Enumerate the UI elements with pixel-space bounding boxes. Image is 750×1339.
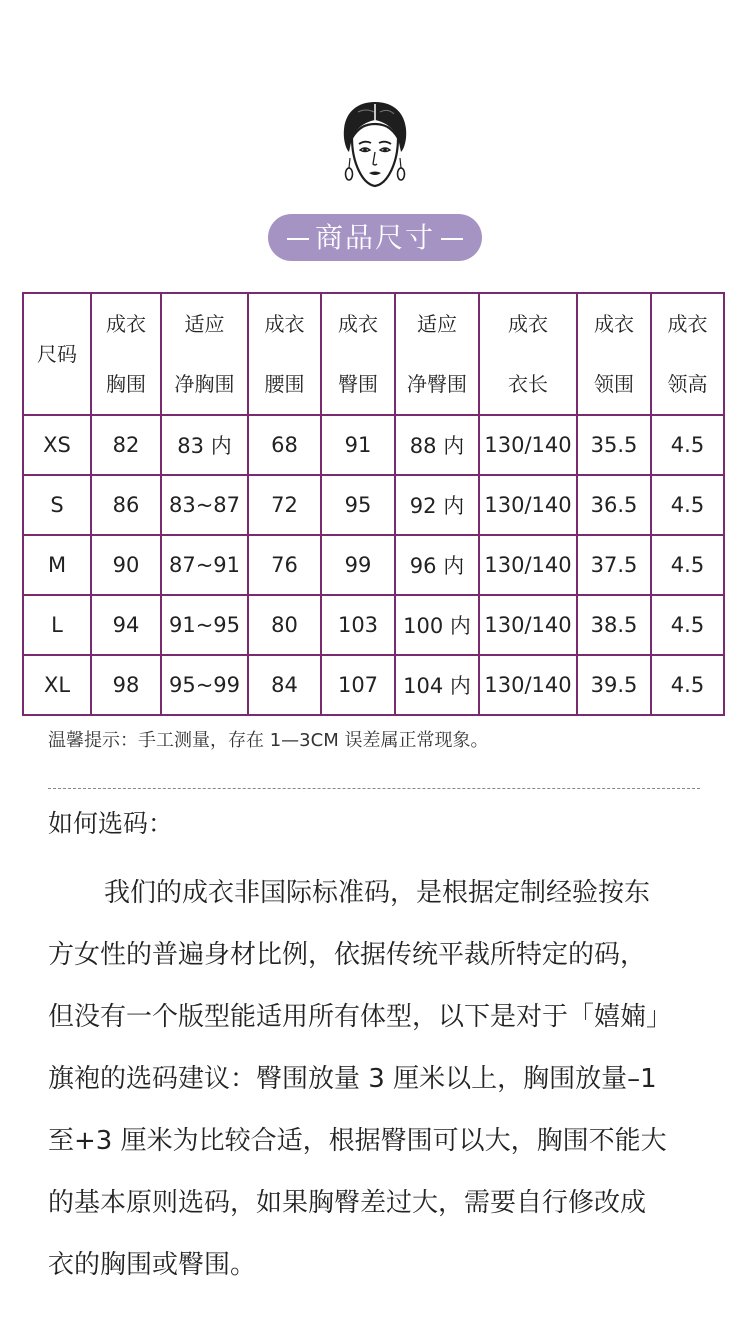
table-row <box>23 475 724 535</box>
header-label-line1: 成衣 <box>508 312 548 336</box>
table-cell: 98 <box>91 655 161 715</box>
paragraph-line: 我们的成衣非国际标准码，是根据定制经验按东 <box>104 878 651 908</box>
size-table <box>22 292 725 716</box>
header-label-line2: 领高 <box>667 372 708 396</box>
table-cell: 82 <box>91 415 161 475</box>
table-cell: 4.5 <box>651 535 724 595</box>
table-cell: 4.5 <box>651 475 724 535</box>
header-label-line2: 衣长 <box>508 372 548 396</box>
table-cell: M <box>23 535 91 595</box>
table-cell: 90 <box>91 535 161 595</box>
table-cell: 86 <box>91 475 161 535</box>
table-cell: 38.5 <box>577 595 651 655</box>
table-cell: 80 <box>248 595 321 655</box>
measurement-note: 温馨提示：手工测量，存在 1—3CM 误差属正常现象。 <box>48 730 489 751</box>
table-cell: 130/140 <box>479 475 577 535</box>
table-cell: 4.5 <box>651 655 724 715</box>
table-row <box>23 655 724 715</box>
header-cell-bust <box>91 293 161 415</box>
section-title-badge <box>268 214 482 261</box>
table-cell: XS <box>23 415 91 475</box>
table-row <box>23 595 724 655</box>
header-label-line2: 胸围 <box>106 372 146 396</box>
table-cell: 88 内 <box>395 415 479 475</box>
table-cell: 96 内 <box>395 535 479 595</box>
header-label-line2: 净臀围 <box>407 372 467 396</box>
table-cell: 68 <box>248 415 321 475</box>
table-cell: L <box>23 595 91 655</box>
header-label-line1: 适应 <box>417 312 457 336</box>
header-cell-length <box>479 293 577 415</box>
table-cell: 130/140 <box>479 535 577 595</box>
table-cell: 84 <box>248 655 321 715</box>
header-cell-waist <box>248 293 321 415</box>
dotted-divider <box>48 788 700 789</box>
table-cell: 130/140 <box>479 655 577 715</box>
sizing-advice-paragraph <box>48 862 704 1296</box>
table-cell: 76 <box>248 535 321 595</box>
table-row <box>23 415 724 475</box>
table-cell: 35.5 <box>577 415 651 475</box>
table-cell: 130/140 <box>479 595 577 655</box>
table-cell: 4.5 <box>651 595 724 655</box>
paragraph-line: 旗袍的选码建议：臀围放量 3 厘米以上，胸围放量–1 <box>48 1064 657 1094</box>
table-cell: 36.5 <box>577 475 651 535</box>
table-cell: 107 <box>321 655 395 715</box>
header-label-line1: 成衣 <box>106 312 146 336</box>
table-cell: 103 <box>321 595 395 655</box>
table-cell: XL <box>23 655 91 715</box>
title-dash-left <box>287 238 309 240</box>
header-cell-hip <box>321 293 395 415</box>
header-label-line1: 成衣 <box>338 312 378 336</box>
table-cell: 87~91 <box>161 535 248 595</box>
table-cell: 95~99 <box>161 655 248 715</box>
header-label-line1: 成衣 <box>264 312 305 336</box>
table-cell: 130/140 <box>479 415 577 475</box>
table-cell: 91 <box>321 415 395 475</box>
header-label-line2: 领围 <box>594 372 634 396</box>
table-cell: 83~87 <box>161 475 248 535</box>
woman-face-logo <box>330 98 420 194</box>
header-cell-fit-hip <box>395 293 479 415</box>
header-cell-collar-height <box>651 293 724 415</box>
paragraph-line: 至+3 厘米为比较合适，根据臀围可以大，胸围不能大 <box>48 1126 667 1156</box>
paragraph-line: 的基本原则选码，如果胸臀差过大，需要自行修改成 <box>48 1188 647 1218</box>
header-label-line2: 臀围 <box>338 372 378 396</box>
table-cell: 99 <box>321 535 395 595</box>
paragraph-line: 方女性的普遍身材比例，依据传统平裁所特定的码， <box>48 940 647 970</box>
table-cell: 39.5 <box>577 655 651 715</box>
table-cell: 100 内 <box>395 595 479 655</box>
table-cell: 104 内 <box>395 655 479 715</box>
section-title: 商品尺寸 <box>314 221 435 254</box>
header-cell-fit-bust <box>161 293 248 415</box>
howto-title: 如何选码： <box>48 809 174 838</box>
header-cell-size <box>23 293 91 415</box>
header-label-line2: 净胸围 <box>174 372 235 396</box>
paragraph-line: 衣的胸围或臀围。 <box>48 1250 257 1280</box>
table-cell: 95 <box>321 475 395 535</box>
table-cell: 72 <box>248 475 321 535</box>
table-cell: S <box>23 475 91 535</box>
table-cell: 83 内 <box>161 415 248 475</box>
header-label: 尺码 <box>37 342 77 366</box>
header-label-line1: 成衣 <box>667 312 708 336</box>
size-table-header-row <box>23 293 724 415</box>
header-label-line1: 适应 <box>184 312 225 336</box>
table-cell: 91~95 <box>161 595 248 655</box>
header-label-line1: 成衣 <box>594 312 634 336</box>
table-row <box>23 535 724 595</box>
title-dash-right <box>441 238 463 240</box>
paragraph-line: 但没有一个版型能适用所有体型，以下是对于「嬉婻」 <box>48 1002 673 1032</box>
table-cell: 94 <box>91 595 161 655</box>
table-cell: 4.5 <box>651 415 724 475</box>
table-cell: 37.5 <box>577 535 651 595</box>
header-cell-collar <box>577 293 651 415</box>
table-cell: 92 内 <box>395 475 479 535</box>
header-label-line2: 腰围 <box>264 372 305 396</box>
